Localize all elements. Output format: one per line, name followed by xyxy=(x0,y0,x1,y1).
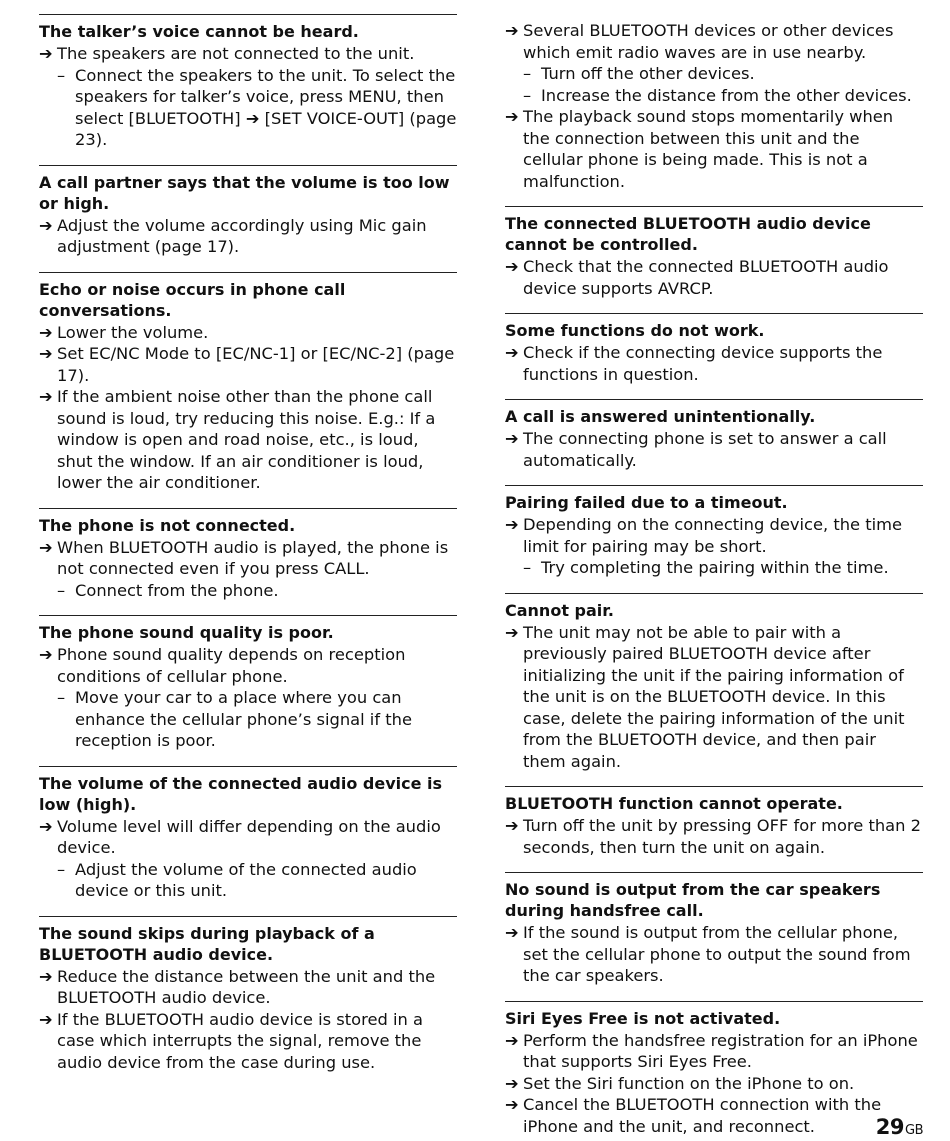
section-title: Pairing failed due to a timeout. xyxy=(505,493,788,512)
cause-item-text: The unit may not be able to pair with a previously paired BLUETOOTH device after initializing the unit if the pairing information of the unit is on the BLUETOOTH device. In this case, delete the pairing information of the unit from the BLUETOOTH device, and then pair them again. xyxy=(523,622,905,771)
arrow-right-icon: ➔ xyxy=(39,44,53,63)
cause-item-text: Turn off the unit by pressing OFF for more than 2 seconds, then turn the unit on again. xyxy=(523,816,921,857)
cause-item xyxy=(505,342,923,385)
sub-step-text: Turn off the other devices. xyxy=(541,64,755,83)
arrow-right-icon: ➔ xyxy=(39,537,53,557)
arrow-right-icon: ➔ xyxy=(505,1073,519,1093)
section-title: The connected BLUETOOTH audio device cannot be controlled. xyxy=(505,214,871,254)
sub-step-text: Connect from the phone. xyxy=(75,580,279,600)
section-some-functions-do-not-work xyxy=(505,313,923,385)
arrow-right-icon: ➔ xyxy=(505,1030,519,1050)
cause-item xyxy=(39,816,457,859)
cause-item-text: Set the Siri function on the iPhone to on. xyxy=(523,1073,855,1093)
cause-item-text: Volume level will differ depending on the audio device. xyxy=(57,816,441,857)
section-the-phone-is-not-connected xyxy=(39,508,457,602)
arrow-right-icon: ➔ xyxy=(505,515,519,534)
section-no-sound-is-output-from-the-car-speakers xyxy=(505,872,923,987)
arrow-right-icon: ➔ xyxy=(39,816,53,836)
cause-item-text: Reduce the distance between the unit and the BLUETOOTH audio device. xyxy=(57,966,436,1007)
cause-item-text: Check that the connected BLUETOOTH audio device supports AVRCP. xyxy=(523,257,889,298)
cause-item-text: The playback sound stops momentarily when the connection between this unit and the cellular phone is being made. This is not a malfunction. xyxy=(523,107,894,191)
section-spacer xyxy=(39,151,457,165)
sub-step-text: Try completing the pairing within the time. xyxy=(541,558,889,577)
cause-item xyxy=(505,1073,923,1095)
section-the-connected-bluetooth-audio-device-can xyxy=(505,206,923,299)
section-title: The phone sound quality is poor. xyxy=(39,623,334,642)
section-title: The talker’s voice cannot be heard. xyxy=(39,22,359,41)
section-spacer xyxy=(39,258,457,272)
arrow-right-icon: ➔ xyxy=(39,215,53,235)
section-title: Echo or noise occurs in phone call conversations. xyxy=(39,279,346,320)
cause-item xyxy=(39,537,457,580)
sub-step-text: Move your car to a place where you can enhance the cellular phone’s signal if the reception is poor. xyxy=(75,688,412,750)
cause-item xyxy=(505,256,923,299)
section-the-talker-s-voice-cannot-be-heard xyxy=(39,14,457,151)
page-number-suffix: GB xyxy=(905,1123,923,1138)
arrow-right-icon: ➔ xyxy=(39,966,53,986)
sub-step xyxy=(505,63,923,85)
sub-step-text: Connect the speakers to the unit. To select the speakers for talker’s voice, press MENU, then select [BLUETOOTH] ➔ [SET VOICE-OUT] (page 23). xyxy=(75,65,457,149)
cause-item xyxy=(39,1009,457,1074)
sub-step-text: Increase the distance from the other devices. xyxy=(541,85,912,105)
cause-item xyxy=(505,622,923,773)
cause-item-text: When BLUETOOTH audio is played, the phone is not connected even if you press CALL. xyxy=(57,537,449,578)
section-title: Cannot pair. xyxy=(505,600,614,620)
cause-item-text: Depending on the connecting device, the time limit for pairing may be short. xyxy=(523,515,903,556)
arrow-right-icon: ➔ xyxy=(39,344,53,363)
section-title: The volume of the connected audio device is low (high). xyxy=(39,773,443,814)
cause-item xyxy=(505,1030,923,1073)
arrow-right-icon: ➔ xyxy=(505,257,519,276)
dash-icon: – xyxy=(57,688,66,707)
section-cannot-pair xyxy=(505,593,923,773)
section-title: A call partner says that the volume is too low or high. xyxy=(39,172,450,213)
section-spacer xyxy=(39,752,457,766)
section-bluetooth-function-cannot-operate xyxy=(505,786,923,858)
dash-icon: – xyxy=(523,85,532,105)
cause-item-text: Several BLUETOOTH devices or other devices which emit radio waves are in use nearby. xyxy=(523,21,894,62)
section-title: Siri Eyes Free is not activated. xyxy=(505,1008,781,1028)
page-number xyxy=(876,1115,923,1139)
arrow-right-icon: ➔ xyxy=(505,107,519,126)
section-spacer xyxy=(39,494,457,508)
cause-item xyxy=(39,343,457,386)
section-the-phone-sound-quality-is-poor xyxy=(39,615,457,752)
cause-item-text: The speakers are not connected to the unit. xyxy=(57,44,415,63)
right-column xyxy=(505,14,923,1137)
arrow-right-icon: ➔ xyxy=(505,1095,519,1114)
cause-item xyxy=(505,815,923,858)
cause-item xyxy=(39,43,457,65)
cause-item xyxy=(39,322,457,344)
cause-item-text: Check if the connecting device supports the functions in question. xyxy=(523,343,883,384)
arrow-right-icon: ➔ xyxy=(505,21,519,40)
arrow-right-icon: ➔ xyxy=(505,923,519,942)
arrow-right-icon: ➔ xyxy=(39,1009,53,1029)
cause-item-text: If the BLUETOOTH audio device is stored in a case which interrupts the signal, remove the audio device from the case during use. xyxy=(57,1009,423,1072)
dash-icon: – xyxy=(523,558,532,577)
sub-step xyxy=(39,65,457,151)
arrow-right-icon: ➔ xyxy=(505,622,519,642)
cause-item-text: Adjust the volume accordingly using Mic gain adjustment (page 17). xyxy=(57,215,427,256)
cause-item-text: Set EC/NC Mode to [EC/NC-1] or [EC/NC-2] (page 17). xyxy=(57,344,455,385)
section-spacer xyxy=(505,579,923,593)
section-spacer xyxy=(505,385,923,399)
cause-item-text: The connecting phone is set to answer a call automatically. xyxy=(523,429,887,470)
page-number-value: 29 xyxy=(875,1115,904,1139)
section-spacer xyxy=(505,299,923,313)
dash-icon: – xyxy=(523,64,532,83)
dash-icon: – xyxy=(57,65,66,85)
cause-item xyxy=(39,215,457,258)
section-echo-or-noise-occurs-in-phone-call-conve xyxy=(39,272,457,494)
section-a-call-partner-says-that-the-volume-is-t xyxy=(39,165,457,258)
arrow-right-icon: ➔ xyxy=(505,429,519,448)
cause-item xyxy=(39,386,457,494)
section-spacer xyxy=(505,192,923,206)
section-a-call-is-answered-unintentionally xyxy=(505,399,923,471)
cause-item xyxy=(505,1094,923,1137)
arrow-right-icon: ➔ xyxy=(39,322,53,342)
sub-step-text: Adjust the volume of the connected audio device or this unit. xyxy=(75,859,417,900)
left-column xyxy=(39,14,457,1073)
cause-item xyxy=(505,922,923,987)
dash-icon: – xyxy=(57,859,66,879)
section-title: The sound skips during playback of a BLUETOOTH audio device. xyxy=(39,923,375,964)
arrow-right-icon: ➔ xyxy=(505,816,519,835)
sub-step xyxy=(39,580,457,602)
section-title: The phone is not connected. xyxy=(39,515,296,535)
cause-item-text: Phone sound quality depends on reception conditions of cellular phone. xyxy=(57,645,406,686)
section-title: Some functions do not work. xyxy=(505,321,765,340)
cause-item-text: If the sound is output from the cellular phone, set the cellular phone to output the sound from the car speakers. xyxy=(523,923,911,985)
cause-item-text: If the ambient noise other than the phone call sound is loud, try reducing this noise. E.g.: If a window is open and road noise, etc., is loud, shut the window. If an air conditioner is loud, lower the air conditioner. xyxy=(57,387,436,492)
section-title: No sound is output from the car speakers during handsfree call. xyxy=(505,880,881,920)
sub-step xyxy=(505,85,923,107)
cause-item-text: Perform the handsfree registration for an iPhone that supports Siri Eyes Free. xyxy=(523,1030,918,1071)
section-pairing-failed-due-to-a-timeout xyxy=(505,485,923,579)
section-spacer xyxy=(39,902,457,916)
cause-item-text: Lower the volume. xyxy=(57,322,209,342)
cause-item xyxy=(505,428,923,471)
sub-step xyxy=(39,687,457,752)
cause-item xyxy=(39,644,457,687)
cause-item xyxy=(505,20,923,63)
section-title: A call is answered unintentionally. xyxy=(505,407,816,426)
section-spacer xyxy=(505,858,923,872)
cause-item-text: Cancel the BLUETOOTH connection with the iPhone and the unit, and reconnect. xyxy=(523,1095,882,1136)
section-siri-eyes-free-is-not-activated xyxy=(505,1001,923,1138)
cause-item xyxy=(505,106,923,192)
section-spacer xyxy=(39,601,457,615)
arrow-right-icon: ➔ xyxy=(505,343,519,362)
dash-icon: – xyxy=(57,580,66,600)
cause-item xyxy=(39,966,457,1009)
section-spacer xyxy=(505,772,923,786)
section-title: BLUETOOTH function cannot operate. xyxy=(505,794,843,813)
arrow-right-icon: ➔ xyxy=(39,645,53,664)
sub-step xyxy=(39,859,457,902)
section-spacer xyxy=(505,471,923,485)
section-the-sound-skips-during-playback-of-a-blu xyxy=(39,916,457,1074)
section-continued xyxy=(505,14,923,192)
section-the-volume-of-the-connected-audio-device xyxy=(39,766,457,902)
sub-step xyxy=(505,557,923,579)
arrow-right-icon: ➔ xyxy=(39,387,53,406)
cause-item xyxy=(505,514,923,557)
section-spacer xyxy=(505,987,923,1001)
